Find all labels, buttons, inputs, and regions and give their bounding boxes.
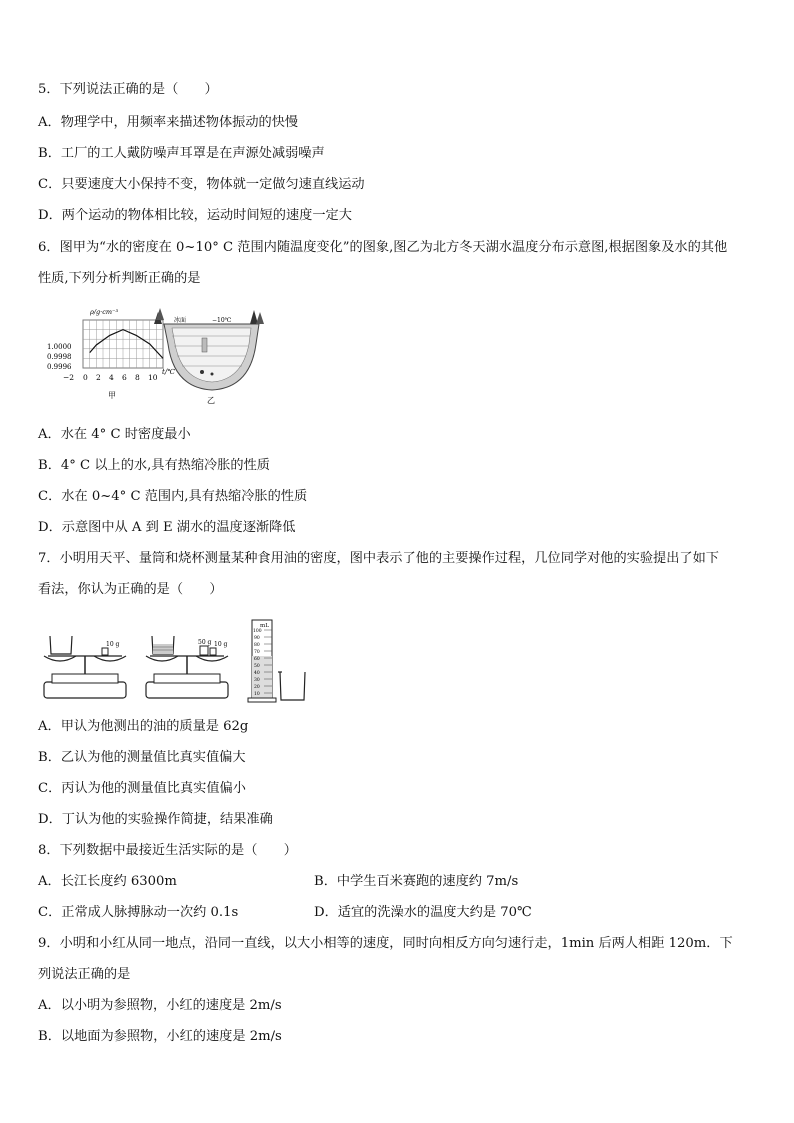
cyl-tick-80: 80 [254, 643, 260, 648]
lake-diagram [154, 308, 264, 405]
q9-option-a: A．以小明为参照物，小红的速度是 2m/s [38, 998, 282, 1013]
q6-option-c: C．水在 0~4° C 范围内,具有热缩冷胀的性质 [38, 489, 308, 504]
q9-stem-line1: 9．小明和小红从同一地点，沿同一直线，以大小相等的速度，同时向相反方向匀速行走，1min 后两人相距 120m．下 [38, 936, 733, 951]
cyl-tick-10: 10 [254, 692, 260, 697]
cyl-tick-60: 60 [254, 657, 260, 662]
density-curve [90, 330, 163, 359]
x-tick-2: 0 [83, 373, 88, 382]
cyl-tick-50: 50 [254, 664, 260, 669]
y-tick-2: 0.9998 [47, 353, 72, 361]
cyl-tick-90: 90 [254, 636, 260, 641]
q7-option-d: D．丁认为他的实验操作简捷，结果准确 [38, 812, 273, 827]
q6-figure [44, 300, 274, 412]
q6-option-a: A．水在 4° C 时密度最小 [38, 427, 191, 442]
q5-option-c: C．只要速度大小保持不变，物体就一定做匀速直线运动 [38, 177, 365, 192]
q7-option-a: A．甲认为他测出的油的质量是 62g [38, 719, 249, 734]
x-axis-label: t/℃ [162, 368, 176, 376]
cyl-tick-30: 30 [254, 678, 260, 683]
q9-stem-line2: 列说法正确的是 [38, 967, 131, 982]
q7-figure [38, 616, 310, 704]
q6-stem-line1: 6．图甲为“水的密度在 0~10° C 范围内随温度变化”的图象,图乙为北方冬天湖水温度分布示意图,根据图象及水的其他 [38, 240, 728, 255]
q6-stem-line2: 性质,下列分析判断正确的是 [38, 271, 201, 286]
x-tick-7: 10 [148, 373, 158, 382]
x-tick-3: 2 [96, 373, 101, 382]
q7-stem-line2: 看法，你认为正确的是（ ） [38, 582, 223, 597]
cyl-tick-70: 70 [254, 650, 260, 655]
q7-option-b: B．乙认为他的测量值比真实值偏大 [38, 750, 246, 765]
weight-label-3: 10 g [214, 641, 228, 648]
balance-2 [146, 636, 228, 698]
caption-yi: 乙 [207, 396, 215, 405]
x-tick-5: 6 [122, 373, 127, 382]
q7-stem-line1: 7．小明用天平、量筒和烧杯测量某种食用油的密度，图中表示了他的主要操作过程，几位同学对他的实验提出了如下 [38, 551, 719, 566]
q6-option-d: D．示意图中从 A 到 E 湖水的温度逐渐降低 [38, 520, 296, 535]
q5-option-a: A．物理学中，用频率来描述物体振动的快慢 [38, 115, 299, 130]
q5-option-b: B．工厂的工人戴防噪声耳罩是在声源处减弱噪声 [38, 146, 325, 161]
y-axis-label: ρ/g·cm⁻³ [90, 308, 119, 316]
q8-option-c: C．正常成人脉搏脉动一次约 0.1s [38, 905, 239, 920]
weight-label-2: 50 g [198, 639, 212, 646]
x-tick-1: −2 [63, 373, 75, 382]
x-tick-4: 4 [109, 373, 114, 382]
q9-option-b: B．以地面为参照物，小红的速度是 2m/s [38, 1029, 282, 1044]
q8-option-d: D．适宜的洗澡水的温度大约是 70℃ [314, 905, 532, 920]
cylinder-unit: mL [260, 623, 269, 629]
cyl-tick-20: 20 [254, 685, 260, 690]
caption-jia: 甲 [108, 391, 116, 400]
cyl-tick-40: 40 [254, 671, 260, 676]
x-tick-6: 8 [135, 373, 140, 382]
y-tick-1: 1.0000 [47, 343, 72, 351]
q8-option-b: B．中学生百米赛跑的速度约 7m/s [314, 874, 519, 889]
cyl-tick-100: 100 [253, 629, 262, 634]
weight-label-1: 10 g [106, 641, 120, 648]
q5-option-d: D．两个运动的物体相比较，运动时间短的速度一定大 [38, 208, 352, 223]
q6-option-b: B．4° C 以上的水,具有热缩冷胀的性质 [38, 458, 270, 473]
empty-beaker [278, 672, 305, 700]
q8-option-a: A．长江长度约 6300m [38, 874, 177, 889]
y-tick-3: 0.9996 [47, 363, 72, 371]
graduated-cylinder [248, 620, 276, 702]
lake-ice-label: 冰面 [174, 317, 187, 324]
lake-temp-label: −10℃ [212, 317, 232, 324]
balance-1 [44, 636, 126, 698]
q8-stem: 8．下列数据中最接近生活实际的是（ ） [38, 843, 297, 858]
q7-option-c: C．丙认为他的测量值比真实值偏小 [38, 781, 246, 796]
q5-stem: 5．下列说法正确的是（ ） [38, 82, 218, 97]
